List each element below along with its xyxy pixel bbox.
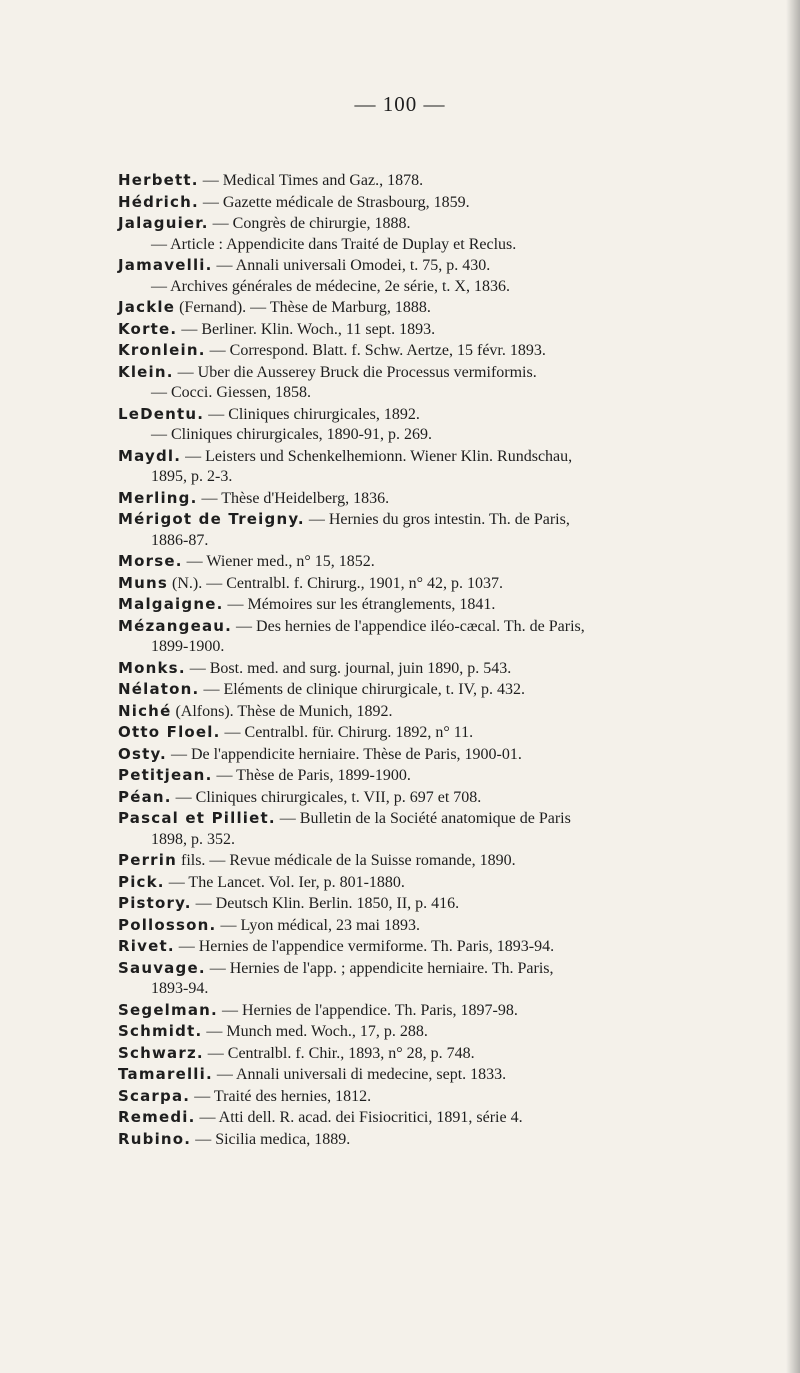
entry-author: Rivet. — [118, 937, 175, 955]
entry-text: — Leisters und Schenkelhemionn. Wiener Klin. Rundschau, — [181, 447, 573, 465]
entry-text: — Sicilia medica, 1889. — [191, 1130, 351, 1148]
bibliography-entry — [118, 340, 758, 362]
bibliography-entry — [118, 850, 758, 872]
entry-text: — Wiener med., n° 15, 1852. — [182, 553, 375, 570]
entry-author: Kronlein. — [118, 341, 206, 359]
bibliography-entry — [118, 893, 758, 915]
bibliography-entry — [118, 319, 758, 341]
bibliography-entry — [118, 744, 758, 766]
entry-author: Hédrich. — [118, 192, 199, 211]
entry-author: Sauvage. — [118, 958, 206, 977]
entry-text: — Hernies de l'app. ; appendicite herniaire. Th. Paris, — [205, 959, 554, 977]
bibliography-list — [118, 170, 758, 1150]
page-number: — 100 — — [354, 92, 446, 116]
entry-text: — Hernies de l'appendice. Th. Paris, 1897-98. — [217, 1001, 518, 1019]
bibliography-entry — [118, 679, 758, 701]
bibliography-entry — [118, 722, 758, 744]
entry-text: — The Lancet. Vol. Ier, p. 801-1880. — [164, 873, 405, 891]
entry-text: — Cocci. Giessen, 1858. — [151, 384, 311, 401]
bibliography-entry — [118, 213, 758, 235]
entry-author: Jackle — [118, 298, 176, 316]
bibliography-entry — [118, 277, 758, 298]
bibliography-entry — [118, 1086, 758, 1108]
bibliography-entry — [118, 551, 758, 573]
entry-author: Péan. — [118, 787, 172, 806]
entry-text: — Medical Times and Gaz., 1878. — [198, 172, 424, 189]
entry-author: Pick. — [118, 872, 165, 891]
entry-author: Herbett. — [118, 171, 199, 189]
bibliography-entry — [118, 936, 758, 958]
bibliography-entry — [118, 1021, 758, 1043]
entry-text: — Centralbl. f. Chir., 1893, n° 28, p. 748. — [203, 1044, 475, 1062]
entry-author: Mérigot de Treigny. — [118, 510, 305, 528]
entry-author: Niché — [118, 701, 172, 720]
bibliography-entry — [118, 872, 758, 894]
entry-author: Perrin — [118, 851, 177, 869]
bibliography-entry — [118, 1129, 758, 1151]
entry-author: Pollosson. — [118, 915, 217, 934]
entry-author: Merling. — [118, 488, 198, 507]
entry-text: — Gazette médicale de Strasbourg, 1859. — [198, 193, 470, 211]
entry-author: Scarpa. — [118, 1086, 191, 1105]
entry-text: — Munch med. Woch., 17, p. 288. — [202, 1023, 428, 1040]
bibliography-entry — [118, 787, 758, 809]
entry-text: — Traité des hernies, 1812. — [190, 1087, 372, 1105]
entry-text: — Hernies de l'appendice vermiforme. Th. Paris, 1893-94. — [174, 938, 555, 955]
entry-text: — Thèse de Paris, 1899-1900. — [212, 767, 411, 784]
bibliography-entry — [118, 192, 758, 214]
page-edge-shadow — [786, 0, 800, 1373]
entry-text: fils. — Revue médicale de la Suisse romande, 1890. — [176, 852, 516, 869]
bibliography-entry — [118, 297, 758, 319]
entry-author: Tamarelli. — [118, 1065, 213, 1083]
entry-author: Mézangeau. — [118, 616, 233, 635]
bibliography-entry — [118, 765, 758, 787]
bibliography-entry — [118, 425, 758, 446]
bibliography-entry — [118, 658, 758, 680]
entry-text: — Cliniques chirurgicales, t. VII, p. 697 et 708. — [171, 788, 482, 806]
entry-text: — De l'appendicite herniaire. Thèse de Paris, 1900-01. — [166, 745, 522, 763]
entry-text: — Annali universali di medecine, sept. 1833. — [212, 1066, 507, 1083]
bibliography-entry — [118, 509, 758, 551]
entry-author: Petitjean. — [118, 766, 213, 784]
bibliography-entry — [118, 446, 758, 488]
entry-text: — Bulletin de la Société anatomique de Paris — [275, 810, 571, 827]
entry-text: — Centralbl. für. Chirurg. 1892, n° 11. — [220, 724, 474, 741]
entry-author: Osty. — [118, 744, 167, 763]
entry-text: — Annali universali Omodei, t. 75, p. 430. — [212, 257, 491, 274]
entry-author: Malgaigne. — [118, 595, 224, 613]
entry-author: Otto Floel. — [118, 723, 221, 741]
entry-text: — Berliner. Klin. Woch., 11 sept. 1893. — [177, 320, 436, 338]
entry-text: — Lyon médical, 23 mai 1893. — [216, 916, 420, 934]
entry-text: (Alfons). Thèse de Munich, 1892. — [171, 702, 393, 720]
entry-text: — Bost. med. and surg. journal, juin 1890, p. 543. — [185, 659, 512, 677]
entry-author: Pistory. — [118, 894, 192, 912]
entry-author: Klein. — [118, 362, 174, 381]
bibliography-entry — [118, 701, 758, 723]
entry-author: Maydl. — [118, 446, 182, 465]
entry-author: Remedi. — [118, 1108, 196, 1126]
bibliography-entry — [118, 383, 758, 404]
entry-author: Pascal et Pilliet. — [118, 809, 276, 827]
entry-text: (N.). — Centralbl. f. Chirurg., 1901, n° 42, p. 1037. — [168, 574, 503, 592]
entry-text: — Des hernies de l'appendice iléo-cæcal. Th. de Paris, — [232, 617, 585, 635]
bibliography-entry — [118, 170, 758, 192]
bibliography-entry — [118, 808, 758, 850]
entry-author: Jalaguier. — [118, 214, 209, 232]
bibliography-entry — [118, 235, 758, 256]
entry-author: Muns — [118, 573, 169, 592]
entry-author: Rubino. — [118, 1129, 192, 1148]
bibliography-entry — [118, 915, 758, 937]
bibliography-entry — [118, 488, 758, 510]
entry-text: — Cliniques chirurgicales, 1892. — [204, 405, 420, 423]
entry-author: Schwarz. — [118, 1043, 204, 1062]
entry-author: Jamavelli. — [118, 256, 213, 274]
entry-text: — Hernies du gros intestin. Th. de Paris, — [304, 511, 570, 528]
bibliography-entry — [118, 362, 758, 384]
entry-text: — Thèse d'Heidelberg, 1836. — [197, 489, 390, 507]
entry-continuation: 1899-1900. — [151, 638, 225, 655]
entry-text: — Deutsch Klin. Berlin. 1850, II, p. 416. — [191, 895, 460, 912]
bibliography-entry — [118, 616, 758, 658]
bibliography-entry — [118, 594, 758, 616]
entry-author: Korte. — [118, 319, 178, 338]
entry-text: — Correspond. Blatt. f. Schw. Aertze, 15 févr. 1893. — [205, 342, 546, 359]
entry-author: Monks. — [118, 658, 186, 677]
entry-text: — Mémoires sur les étranglements, 1841. — [223, 596, 496, 613]
bibliography-entry — [118, 1107, 758, 1129]
entry-continuation: 1895, p. 2-3. — [151, 468, 233, 485]
entry-author: Nélaton. — [118, 680, 200, 698]
entry-text: (Fernand). — Thèse de Marburg, 1888. — [175, 299, 431, 316]
bibliography-entry — [118, 255, 758, 277]
bibliography-entry — [118, 404, 758, 426]
entry-text: — Eléments de clinique chirurgicale, t. IV, p. 432. — [199, 681, 526, 698]
entry-continuation: 1893-94. — [151, 980, 209, 997]
entry-text: — Uber die Ausserey Bruck die Processus vermiformis. — [173, 363, 537, 381]
bibliography-entry — [118, 958, 758, 1000]
entry-text: — Congrès de chirurgie, 1888. — [208, 215, 411, 232]
entry-text: — Article : Appendicite dans Traité de Duplay et Reclus. — [151, 235, 517, 253]
entry-author: Morse. — [118, 552, 183, 570]
entry-text: — Cliniques chirurgicales, 1890-91, p. 269. — [151, 426, 432, 443]
entry-author: LeDentu. — [118, 404, 205, 423]
entry-author: Schmidt. — [118, 1022, 203, 1040]
bibliography-entry — [118, 1064, 758, 1086]
bibliography-entry — [118, 1043, 758, 1065]
entry-text: — Atti dell. R. acad. dei Fisiocritici, 1891, série 4. — [195, 1109, 523, 1126]
entry-author: Segelman. — [118, 1000, 218, 1019]
entry-continuation: 1886-87. — [151, 531, 209, 549]
bibliography-entry — [118, 1000, 758, 1022]
entry-continuation: 1898, p. 352. — [151, 830, 235, 848]
entry-text: — Archives générales de médecine, 2e série, t. X, 1836. — [151, 277, 510, 295]
bibliography-entry — [118, 573, 758, 595]
